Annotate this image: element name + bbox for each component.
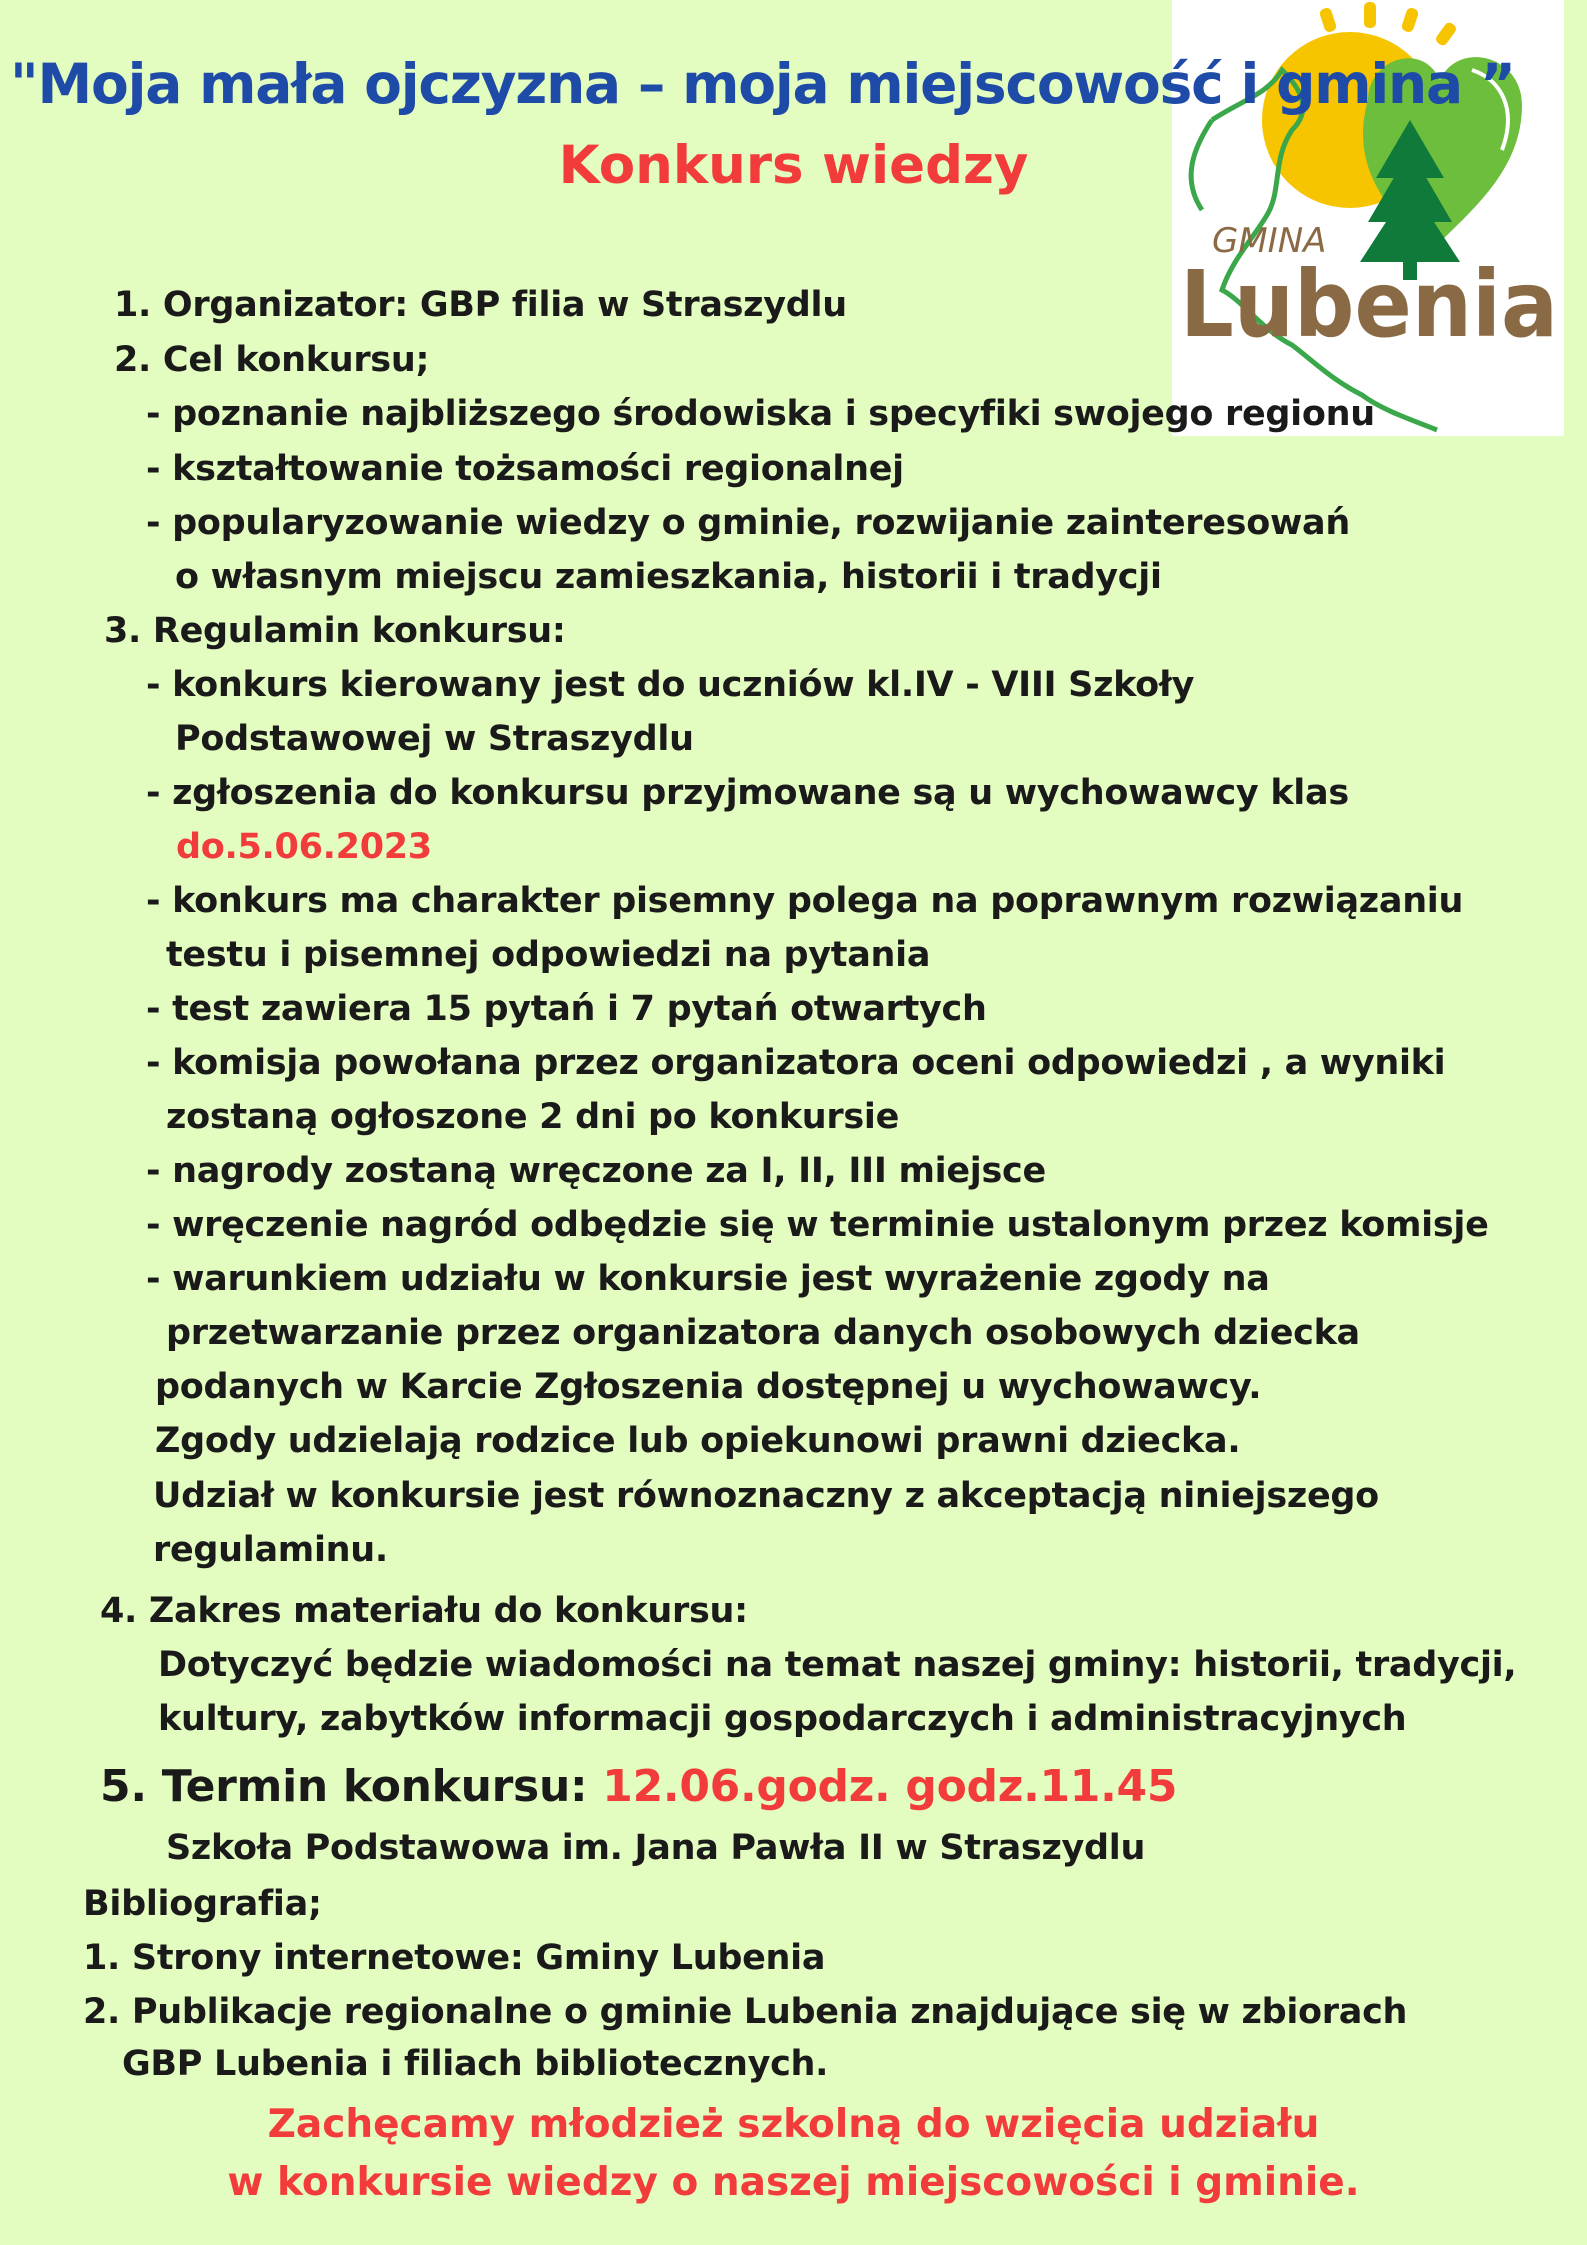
page-subtitle: Konkurs wiedzy [558, 135, 1029, 196]
text-line-rules-5-cont: zostaną ogłoszone 2 dni po konkursie [166, 1097, 900, 1137]
text-line-goal-3-cont: o własnym miejscu zamieszkania, historii i tradycji [175, 557, 1162, 597]
text-line-bibliography-2: 2. Publikacje regionalne o gminie Lubenia znajdujące się w zbiorach [83, 1992, 1408, 2032]
closing-line-2: w konkursie wiedzy o naszej miejscowości i gminie. [227, 2160, 1360, 2205]
text-line-rules-1-cont: Podstawowej w Straszydlu [175, 719, 694, 759]
text-line-rules-1: - konkurs kierowany jest do uczniów kl.IV - VIII Szkoły [146, 665, 1195, 705]
text-line-bibliography-1: 1. Strony internetowe: Gminy Lubenia [83, 1938, 826, 1978]
page-title: "Moja mała ojczyzna – moja miejscowość i gmina ” [10, 52, 1515, 116]
text-line-rules-2: - zgłoszenia do konkursu przyjmowane są u wychowawcy klas [146, 773, 1349, 813]
contest-date-line [100, 1759, 1177, 1815]
text-line-goal-1: - poznanie najbliższego środowiska i specyfiki swojego regionu [146, 394, 1375, 434]
logo-big-text: Lubenia [1180, 251, 1558, 358]
logo-small-text: GMINA [1212, 221, 1327, 261]
text-line-goal-heading: 2. Cel konkursu; [114, 340, 430, 380]
text-line-rules-8-cont-1: przetwarzanie przez organizatora danych osobowych dziecka [166, 1313, 1360, 1353]
closing-line-1: Zachęcamy młodzież szkolną do wzięcia udziału [267, 2102, 1320, 2147]
text-line-rules-8-cont-5: regulaminu. [153, 1530, 388, 1570]
text-line-rules-heading: 3. Regulamin konkursu: [104, 611, 566, 651]
text-line-rules-3-cont: testu i pisemnej odpowiedzi na pytania [166, 935, 931, 975]
text-line-rules-8-cont-4: Udział w konkursie jest równoznaczny z akceptacją niniejszego [153, 1476, 1379, 1516]
text-line-rules-8: - warunkiem udziału w konkursie jest wyrażenie zgody na [146, 1259, 1270, 1299]
text-line-rules-4: - test zawiera 15 pytań i 7 pytań otwartych [146, 989, 987, 1029]
text-line-school: Szkoła Podstawowa im. Jana Pawła II w Straszydlu [166, 1828, 1146, 1868]
text-line-rules-8-cont-2: podanych w Karcie Zgłoszenia dostępnej u wychowawcy. [155, 1367, 1262, 1407]
contest-date-value: 12.06.godz. godz.11.45 [602, 1761, 1178, 1812]
text-line-rules-7: - wręczenie nagród odbędzie się w terminie ustalonym przez komisje [146, 1205, 1489, 1245]
text-line-rules-8-cont-3: Zgody udzielają rodzice lub opiekunowi prawni dziecka. [155, 1421, 1241, 1461]
text-line-scope-2: kultury, zabytków informacji gospodarczych i administracyjnych [158, 1699, 1407, 1739]
text-line-scope-heading: 4. Zakres materiału do konkursu: [100, 1591, 748, 1631]
text-line-goal-3: - popularyzowanie wiedzy o gminie, rozwijanie zainteresowań [146, 503, 1350, 543]
contest-date-label: 5. Termin konkursu: [100, 1761, 603, 1812]
text-line-bibliography-2-cont: GBP Lubenia i filiach bibliotecznych. [122, 2044, 829, 2084]
text-line-organizer: 1. Organizator: GBP filia w Straszydlu [114, 285, 847, 325]
text-line-scope-1: Dotyczyć będzie wiadomości na temat naszej gminy: historii, tradycji, [158, 1645, 1517, 1685]
text-line-rules-3: - konkurs ma charakter pisemny polega na poprawnym rozwiązaniu [146, 881, 1464, 921]
text-line-rules-6: - nagrody zostaną wręczone za I, II, III miejsce [146, 1151, 1046, 1191]
deadline-date: do.5.06.2023 [176, 827, 432, 867]
text-line-goal-2: - kształtowanie tożsamości regionalnej [146, 449, 904, 489]
text-line-rules-5: - komisja powołana przez organizatora oceni odpowiedzi , a wyniki [146, 1043, 1446, 1083]
text-line-bibliography-heading: Bibliografia; [83, 1884, 322, 1924]
